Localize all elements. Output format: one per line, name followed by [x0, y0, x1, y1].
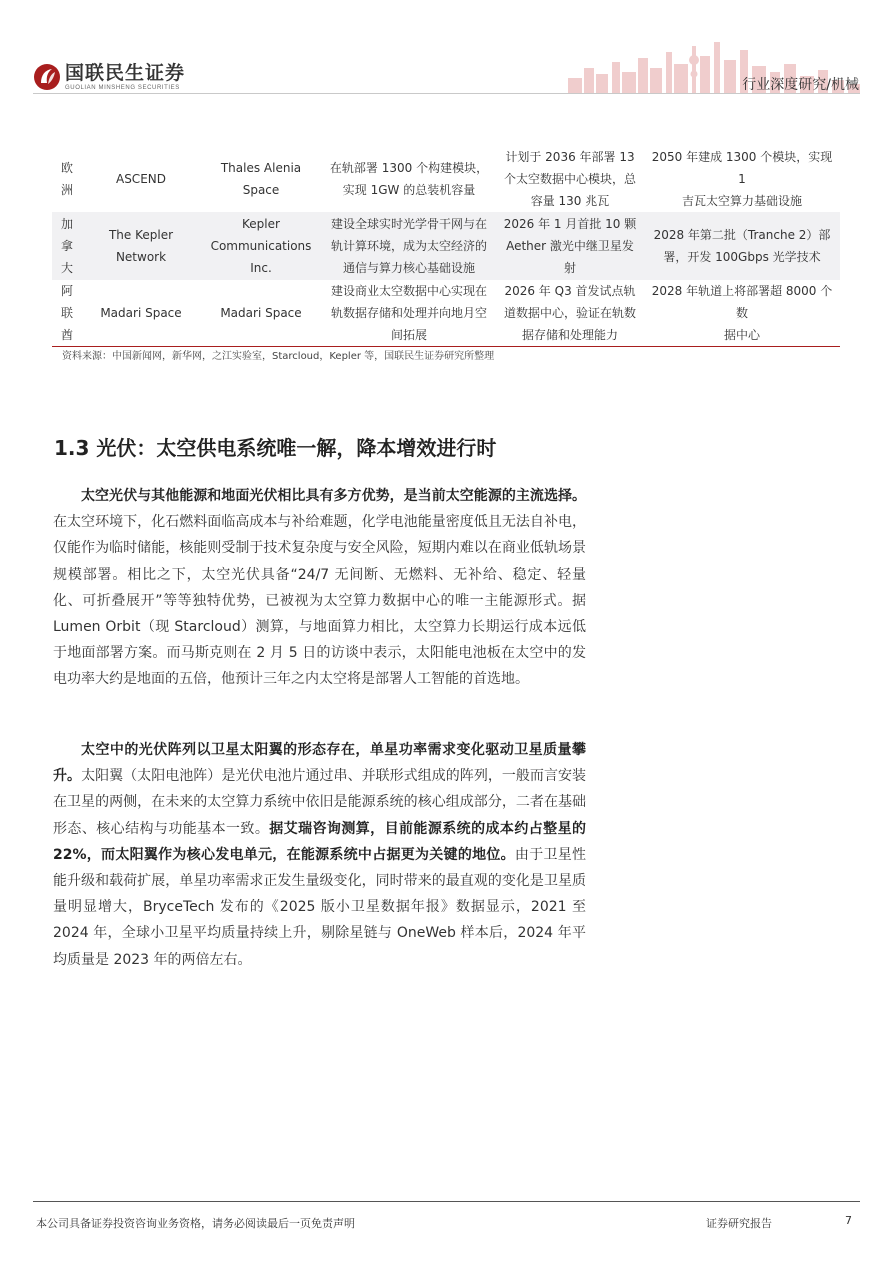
cell-project: The Kepler Network [82, 212, 200, 280]
cell-company: Madari Space [200, 280, 322, 347]
cell-region: 加 拿 大 [52, 212, 82, 280]
table-source-note: 资料来源：中国新闻网，新华网，之江实验室，Starcloud，Kepler 等，国联民生证券研究所整理 [62, 351, 495, 362]
table-row [52, 212, 840, 280]
cell-progress: 2026 年 Q3 首发试点轨 道数据中心，验证在轨数 据存储和处理能力 [496, 280, 644, 347]
page-number: 7 [845, 1214, 852, 1227]
paragraph-2-body-b: 由于卫星性能升级和载荷扩展，单星功率需求正发生量级变化，同时带来的最直观的变化是卫星质量明显增大，BryceTech 发布的《2025 版小卫星数据年报》数据显示，2021 至 2024 年，全球小卫星平均质量持续上升，剔除星链与 OneWeb 样本后，2024 年平均质量是 2023 年的两倍左右。 [53, 846, 587, 968]
cell-progress: 2026 年 1 月首批 10 颗 Aether 激光中继卫星发 射 [496, 212, 644, 280]
cell-plan: 建设商业太空数据中心实现在 轨数据存储和处理并向地月空 间拓展 [322, 280, 496, 347]
cell-project: Madari Space [82, 280, 200, 347]
cell-region: 欧 洲 [60, 161, 73, 197]
paragraph-2 [53, 737, 586, 973]
paragraph-1-lead: 太空光伏与其他能源和地面光伏相比具有多方优势，是当前太空能源的主流选择。 [81, 488, 586, 504]
space-datacenter-table [52, 146, 840, 347]
logo-english-name: GUOLIAN MINSHENG SECURITIES [65, 85, 180, 91]
cell-region: 阿 联 酋 [52, 280, 82, 347]
logo-chinese-name: 国联民生证券 [65, 62, 186, 84]
section-title: 1.3 光伏：太空供电系统唯一解，降本增效进行时 [54, 436, 497, 460]
paragraph-2-lead: 太空中的光伏阵列以卫星太阳翼的形态存在，单星功率需求变化驱动卫星质量攀升。 [53, 742, 586, 785]
cell-goal: 2028 年轨道上将部署超 8000 个数 据中心 [644, 280, 840, 347]
table-row [52, 146, 840, 212]
cell-progress: 计划于 2036 年部署 13 个太空数据中心模块，总 容量 130 兆瓦 [503, 150, 636, 208]
header-divider [33, 93, 860, 94]
footer-divider [33, 1201, 860, 1202]
cell-project: ASCEND [115, 172, 166, 186]
page-header [0, 0, 892, 100]
cell-goal: 2050 年建成 1300 个模块，实现 1 吉瓦太空算力基础设施 [651, 150, 833, 208]
cell-company: Thales Alenia Space [220, 161, 302, 197]
cell-plan: 在轨部署 1300 个构建模块， 实现 1GW 的总装机容量 [329, 161, 489, 197]
table-row [52, 280, 840, 347]
paragraph-1 [53, 483, 586, 693]
footer-disclaimer: 本公司具备证券投资咨询业务资格，请务必阅读最后一页免责声明 [36, 1217, 355, 1230]
cell-company: Kepler Communications Inc. [200, 212, 322, 280]
cell-goal: 2028 年第二批（Tranche 2）部 署，开发 100Gbps 光学技术 [644, 212, 840, 280]
company-logo [33, 62, 185, 92]
paragraph-1-body: 在太空环境下，化石燃料面临高成本与补给难题，化学电池能量密度低且无法自补电，仅能作为临时储能，核能则受制于技术复杂度与安全风险，短期内难以在商业低轨场景规模部署。相比之下，太空光伏具备“24/7 无间断、无燃料、无补给、稳定、轻量化、可折叠展开”等等独特优势，已被视为太空算力数据中心的唯一主能源形式。据 Lumen Orbit（现 Starcloud）测算，与地面算力相比，太空算力长期运行成本远低于地面部署方案。而马斯克则在 2 月 5 日的访谈中表示，太阳能电池板在太空中的发电功率大约是地面的五倍，他预计三年之内太空将是部署人工智能的首选地。 [53, 514, 586, 688]
cell-plan: 建设全球实时光学骨干网与在 轨计算环境，成为太空经济的 通信与算力核心基础设施 [322, 212, 496, 280]
report-category: 行业深度研究/机械 [742, 77, 859, 93]
logo-emblem-icon [33, 63, 61, 91]
paragraph-2-highlight: 据艾瑞咨询测算，目前能源系统的成本约占整星的 22%，而太阳翼作为核心发电单元，在能源系统中占据更为关键的地位。 [53, 820, 586, 863]
paragraph-2-body-a: 太阳翼（太阳电池阵）是光伏电池片通过串、并联形式组成的阵列，一般而言安装在卫星的两侧，在未来的太空算力系统中依旧是能源系统的核心组成部分，二者在基础形态、核心结构与功能基本一致。 [53, 768, 587, 837]
footer-report-type: 证券研究报告 [706, 1217, 772, 1230]
